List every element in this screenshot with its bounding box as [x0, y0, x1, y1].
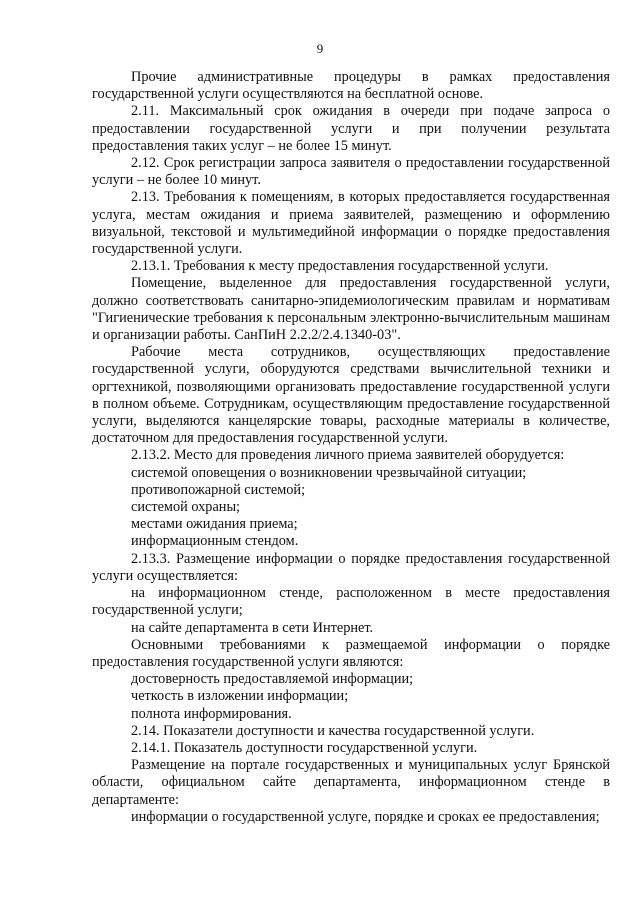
list-item: системой охраны;: [131, 499, 241, 516]
paragraph: 2.13.3. Размещение информации о порядке предоставления государственной услуги осуществляется:: [92, 550, 610, 584]
list-item: местами ожидания приема;: [131, 516, 298, 533]
paragraph: 2.13.2. Место для проведения личного приема заявителей оборудуется:: [131, 447, 565, 464]
paragraph: 2.13. Требования к помещениям, в которых предоставляется государственная услуга, местам ожидания и приема заявителей, размещению и оформлению визуальной, текстовой и мультимедийной информации о порядке предоставления государственной услуги.: [92, 189, 610, 258]
list-item: информации о государственной услуге, порядке и сроках ее предоставления;: [131, 808, 600, 825]
paragraph: Размещение на портале государственных и муниципальных услуг Брянской области, официальном сайте департамента, информационном стенде в департаменте:: [92, 757, 610, 808]
list-item: на сайте департамента в сети Интернет.: [131, 619, 374, 636]
paragraph: 2.11. Максимальный срок ожидания в очереди при подаче запроса о предоставлении государственной услуги и при получении результата предоставления таких услуг – не более 15 минут.: [92, 103, 610, 154]
paragraph: 2.14.1. Показатель доступности государственной услуги.: [131, 739, 478, 756]
list-item: достоверность предоставляемой информации;: [131, 671, 414, 688]
paragraph: 2.12. Срок регистрации запроса заявителя о предоставлении государственной услуги – не более 10 минут.: [92, 155, 610, 189]
paragraph: Прочие административные процедуры в рамках предоставления государственной услуги осуществляются на бесплатной основе.: [92, 69, 610, 103]
list-item: системой оповещения о возникновении чрезвычайной ситуации;: [131, 464, 527, 481]
list-item: противопожарной системой;: [131, 481, 306, 498]
page-number: 9: [316, 41, 324, 56]
paragraph: 2.14. Показатели доступности и качества государственной услуги.: [131, 722, 535, 739]
list-item: полнота информирования.: [131, 705, 292, 722]
paragraph: Рабочие места сотрудников, осуществляющих предоставление государственной услуги, оборудуются средствами вычислительной техники и оргтехникой, позволяющими организовать предоставление государственной услуги в полном объеме. Сотрудникам, осуществляющим предоставление государственной услуги, выделяются канцелярские товары, расходные материалы в количестве, достаточном для предоставления государственной услуги.: [92, 344, 610, 447]
list-item: четкость в изложении информации;: [131, 688, 349, 705]
body-text: [92, 69, 610, 826]
paragraph: 2.13.1. Требования к месту предоставления государственной услуги.: [131, 258, 549, 275]
paragraph: Основными требованиями к размещаемой информации о порядке предоставления государственной услуги являются:: [92, 636, 610, 670]
paragraph: Помещение, выделенное для предоставления государственной услуги, должно соответствовать санитарно-эпидемиологическим правилам и нормативам "Гигиенические требования к персональным электронно-вычислительным машинам и организации работы. СанПиН 2.2.2/2.4.1340-03".: [92, 275, 610, 344]
list-item: на информационном стенде, расположенном в месте предоставления государственной услуги;: [92, 585, 610, 619]
list-item: информационным стендом.: [131, 533, 299, 550]
